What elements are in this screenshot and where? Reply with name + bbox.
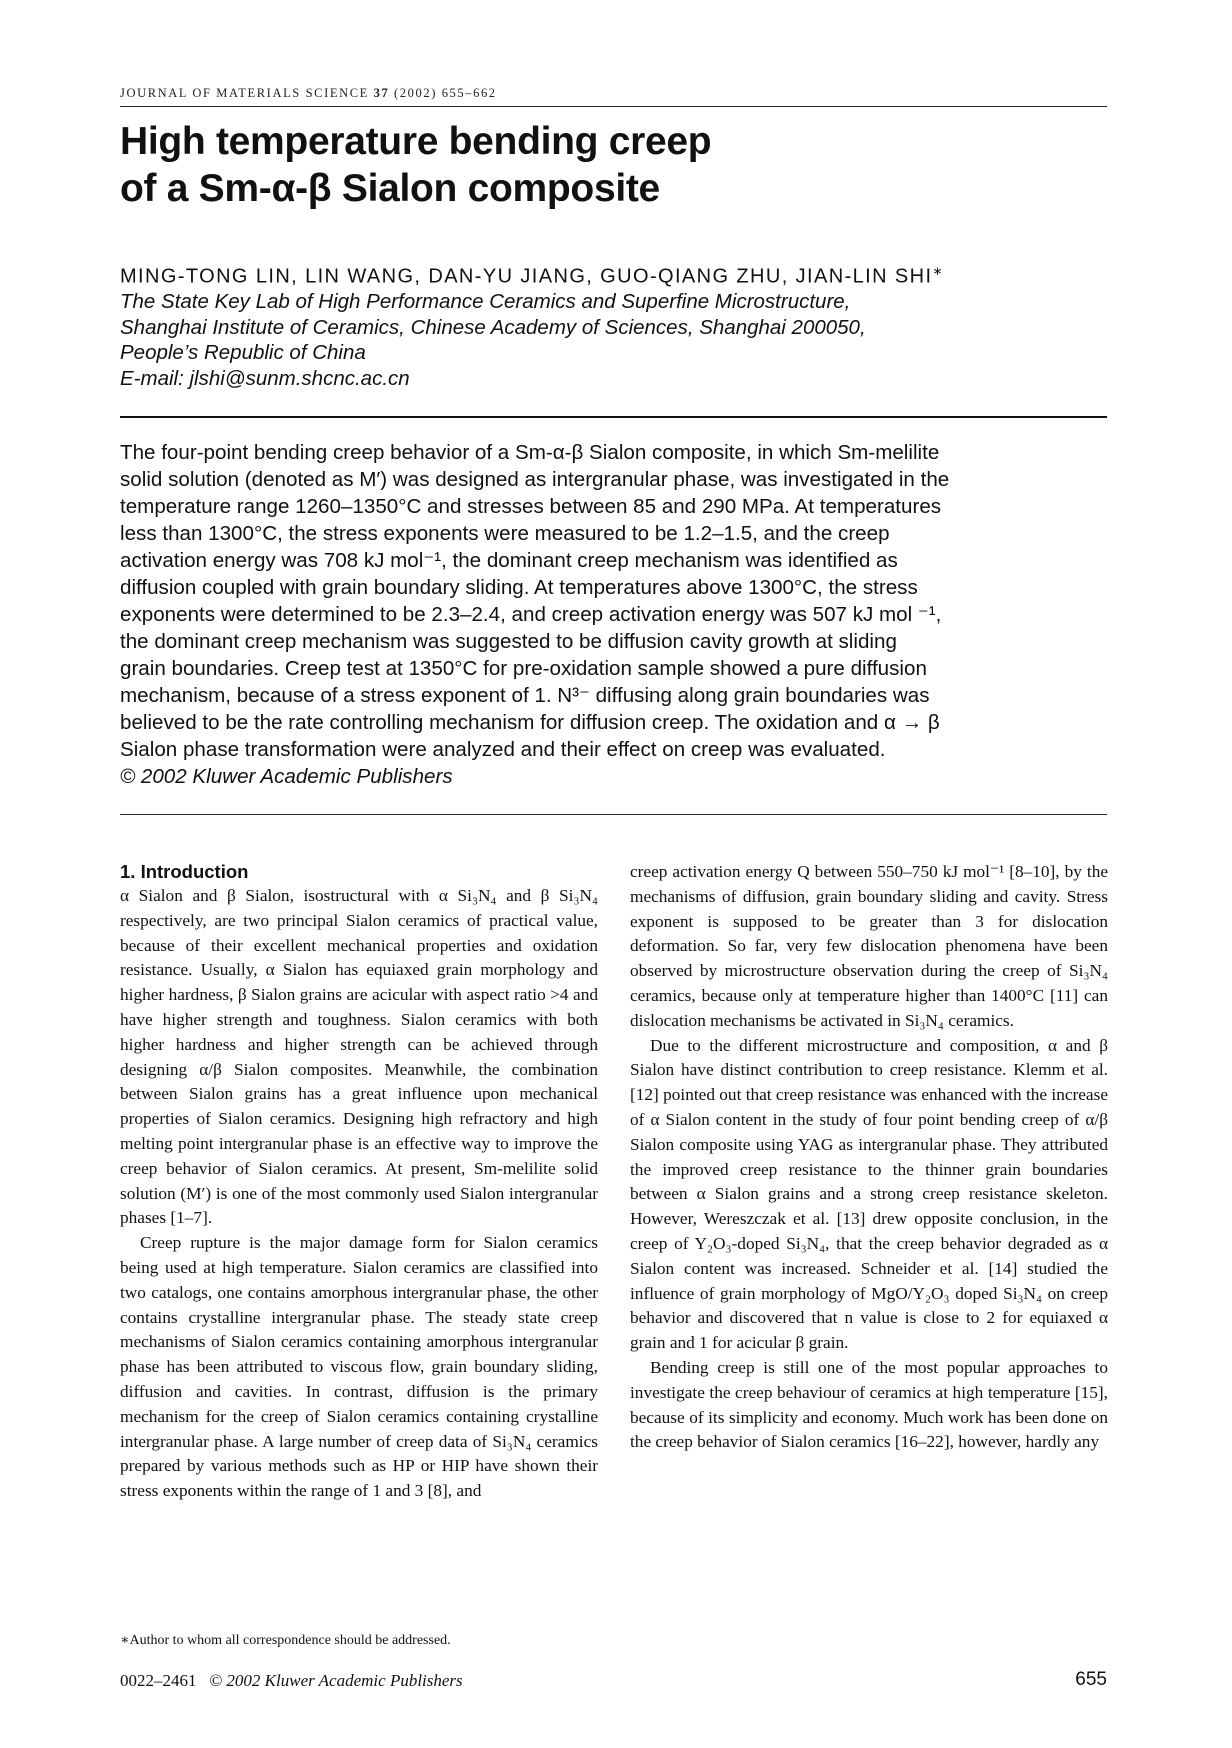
left-column [120,860,598,1504]
abstract-line: The four-point bending creep behavior of a Sm-α-β Sialon composite, in which Sm-melilite [120,441,940,464]
journal-volume: 37 [373,86,390,100]
paragraph: Creep rupture is the major damage form for Sialon ceramics being used at high temperature. Sialon ceramics are classified into two catalogs, one contains amorphous intergranular phase, the other contains crystalline intergranular phase. The steady state creep mechanisms of Sialon ceramics containing amorphous intergranular phase has been attributed to viscous flow, grain boundary sliding, diffusion and cavities. In contrast, diffusion is the primary mechanism for the creep of Sialon ceramics containing crystalline intergranular phase. A large number of creep data of Si₃N₄ ceramics prepared by various methods such as HP or HIP have shown their stress exponents within the range of 1 and 3 [8], and [120,1233,598,1501]
affiliation-line: People’s Republic of China [120,341,366,364]
author-list [120,264,1107,289]
authors-text: MING-TONG LIN, LIN WANG, DAN-YU JIANG, GUO-QIANG ZHU, JIAN-LIN SHI [120,265,933,288]
abstract [120,439,1110,790]
abstract-line: solid solution (denoted as M′) was designed as intergranular phase, was investigated in the [120,468,950,491]
author-footnote-mark: ∗ [932,264,944,278]
footer-publisher: © 2002 Kluwer Academic Publishers [209,1671,463,1690]
paragraph: Bending creep is still one of the most popular approaches to investigate the creep behaviour of ceramics at high temperature [15], because of its simplicity and economy. Much work has been done on the creep behavior of Sialon ceramics [16–22], however, hardly any [630,1357,1108,1452]
header-rule [120,106,1107,107]
abstract-line: the dominant creep mechanism was suggested to be diffusion cavity growth at sliding [120,630,897,653]
affiliation-line: The State Key Lab of High Performance Ceramics and Superfine Microstructure, [120,290,851,313]
journal-header [120,86,1107,101]
issn: 0022–2461 [120,1671,197,1690]
section-heading: 1. Introduction [120,861,249,882]
abstract-line: activation energy was 708 kJ mol⁻¹, the dominant creep mechanism was identified as [120,549,898,572]
affiliation [120,289,1107,391]
email-line: E-mail: jlshi@sunm.shcnc.ac.cn [120,366,410,390]
paragraph: α Sialon and β Sialon, isostructural with α Si₃N₄ and β Si₃N₄ respectively, are two principal Sialon ceramics of practical value, because of their excellent mechanical properties and oxidation resistance. Usually, α Sialon has equiaxed grain morphology and higher hardness, β Sialon grains are acicular with aspect ratio >4 and have higher strength and toughness. Sialon ceramics with both higher hardness and higher strength can be achieved through designing α/β Sialon composites. Meanwhile, the combination between Sialon grains has a great influence upon mechanical properties of Sialon ceramics. Designing high refractory and high melting point intergranular phase is an effective way to improve the creep behavior of Sialon ceramics. At present, Sm-melilite solid solution (M′) is one of the most commonly used Sialon intergranular phases [1–7]. [120,886,598,1228]
footnote: ∗Author to whom all correspondence should be addressed. [120,1633,451,1648]
abstract-line: exponents were determined to be 2.3–2.4, and creep activation energy was 507 kJ mol ⁻¹, [120,603,942,626]
abstract-line: temperature range 1260–1350°C and stresses between 85 and 290 MPa. At temperatures [120,495,942,518]
paragraph: Due to the different microstructure and composition, α and β Sialon have distinct contribution to creep resistance. Klemm et al. [12] pointed out that creep resistance was enhanced with the increase of α Sialon content in the study of four point bending creep of α/β Sialon composite using YAG as intergranular phase. They attributed the improved creep resistance to the thinner grain boundaries between α Sialon grains and a strong creep resistance skeleton. However, Wereszczak et al. [13] drew opposite conclusion, in the creep of Y₂O₃-doped Si₃N₄, that the creep behavior degraded as α Sialon content was increased. Schneider et al. [14] studied the influence of grain morphology of MgO/Y₂O₃ doped Si₃N₄ on creep behavior and discovered that n value is close to 2 for equiaxed α grain and 1 for acicular β grain. [630,1035,1108,1353]
page-number: 655 [1075,1669,1107,1690]
title-line-2: of a Sm-α-β Sialon composite [120,167,660,210]
abstract-top-rule [120,416,1107,418]
paper-title [120,118,1020,212]
abstract-bottom-rule [120,814,1107,815]
affiliation-line: Shanghai Institute of Ceramics, Chinese Academy of Sciences, Shanghai 200050, [120,315,866,339]
abstract-line: diffusion coupled with grain boundary sliding. At temperatures above 1300°C, the stress [120,576,918,599]
abstract-line: believed to be the rate controlling mechanism for diffusion creep. The oxidation and α → β [120,711,940,734]
abstract-line: mechanism, because of a stress exponent of 1. N³⁻ diffusing along grain boundaries was [120,684,930,707]
title-line-1: High temperature bending creep [120,120,712,163]
journal-year-pages: (2002) 655–662 [394,86,497,100]
abstract-line: less than 1300°C, the stress exponents were measured to be 1.2–1.5, and the creep [120,522,890,545]
footer-left [120,1671,463,1691]
right-column [630,860,1108,1455]
journal-name: JOURNAL OF MATERIALS SCIENCE [120,86,369,100]
abstract-line: Sialon phase transformation were analyzed and their effect on creep was evaluated. [120,738,886,761]
abstract-copyright: © 2002 Kluwer Academic Publishers [120,765,453,788]
paragraph: creep activation energy Q between 550–750 kJ mol⁻¹ [8–10], by the mechanisms of diffusion, grain boundary sliding and cavity. Stress exponent is supposed to be greater than 3 for dislocation deformation. So far, very few dislocation phenomena have been observed by microstructure observation during the creep of Si₃N₄ ceramics, because only at temperature higher than 1400°C [11] can dislocation mechanisms be activated in Si₃N₄ ceramics. [630,862,1108,1030]
abstract-line: grain boundaries. Creep test at 1350°C for pre-oxidation sample showed a pure diffusion [120,657,927,680]
